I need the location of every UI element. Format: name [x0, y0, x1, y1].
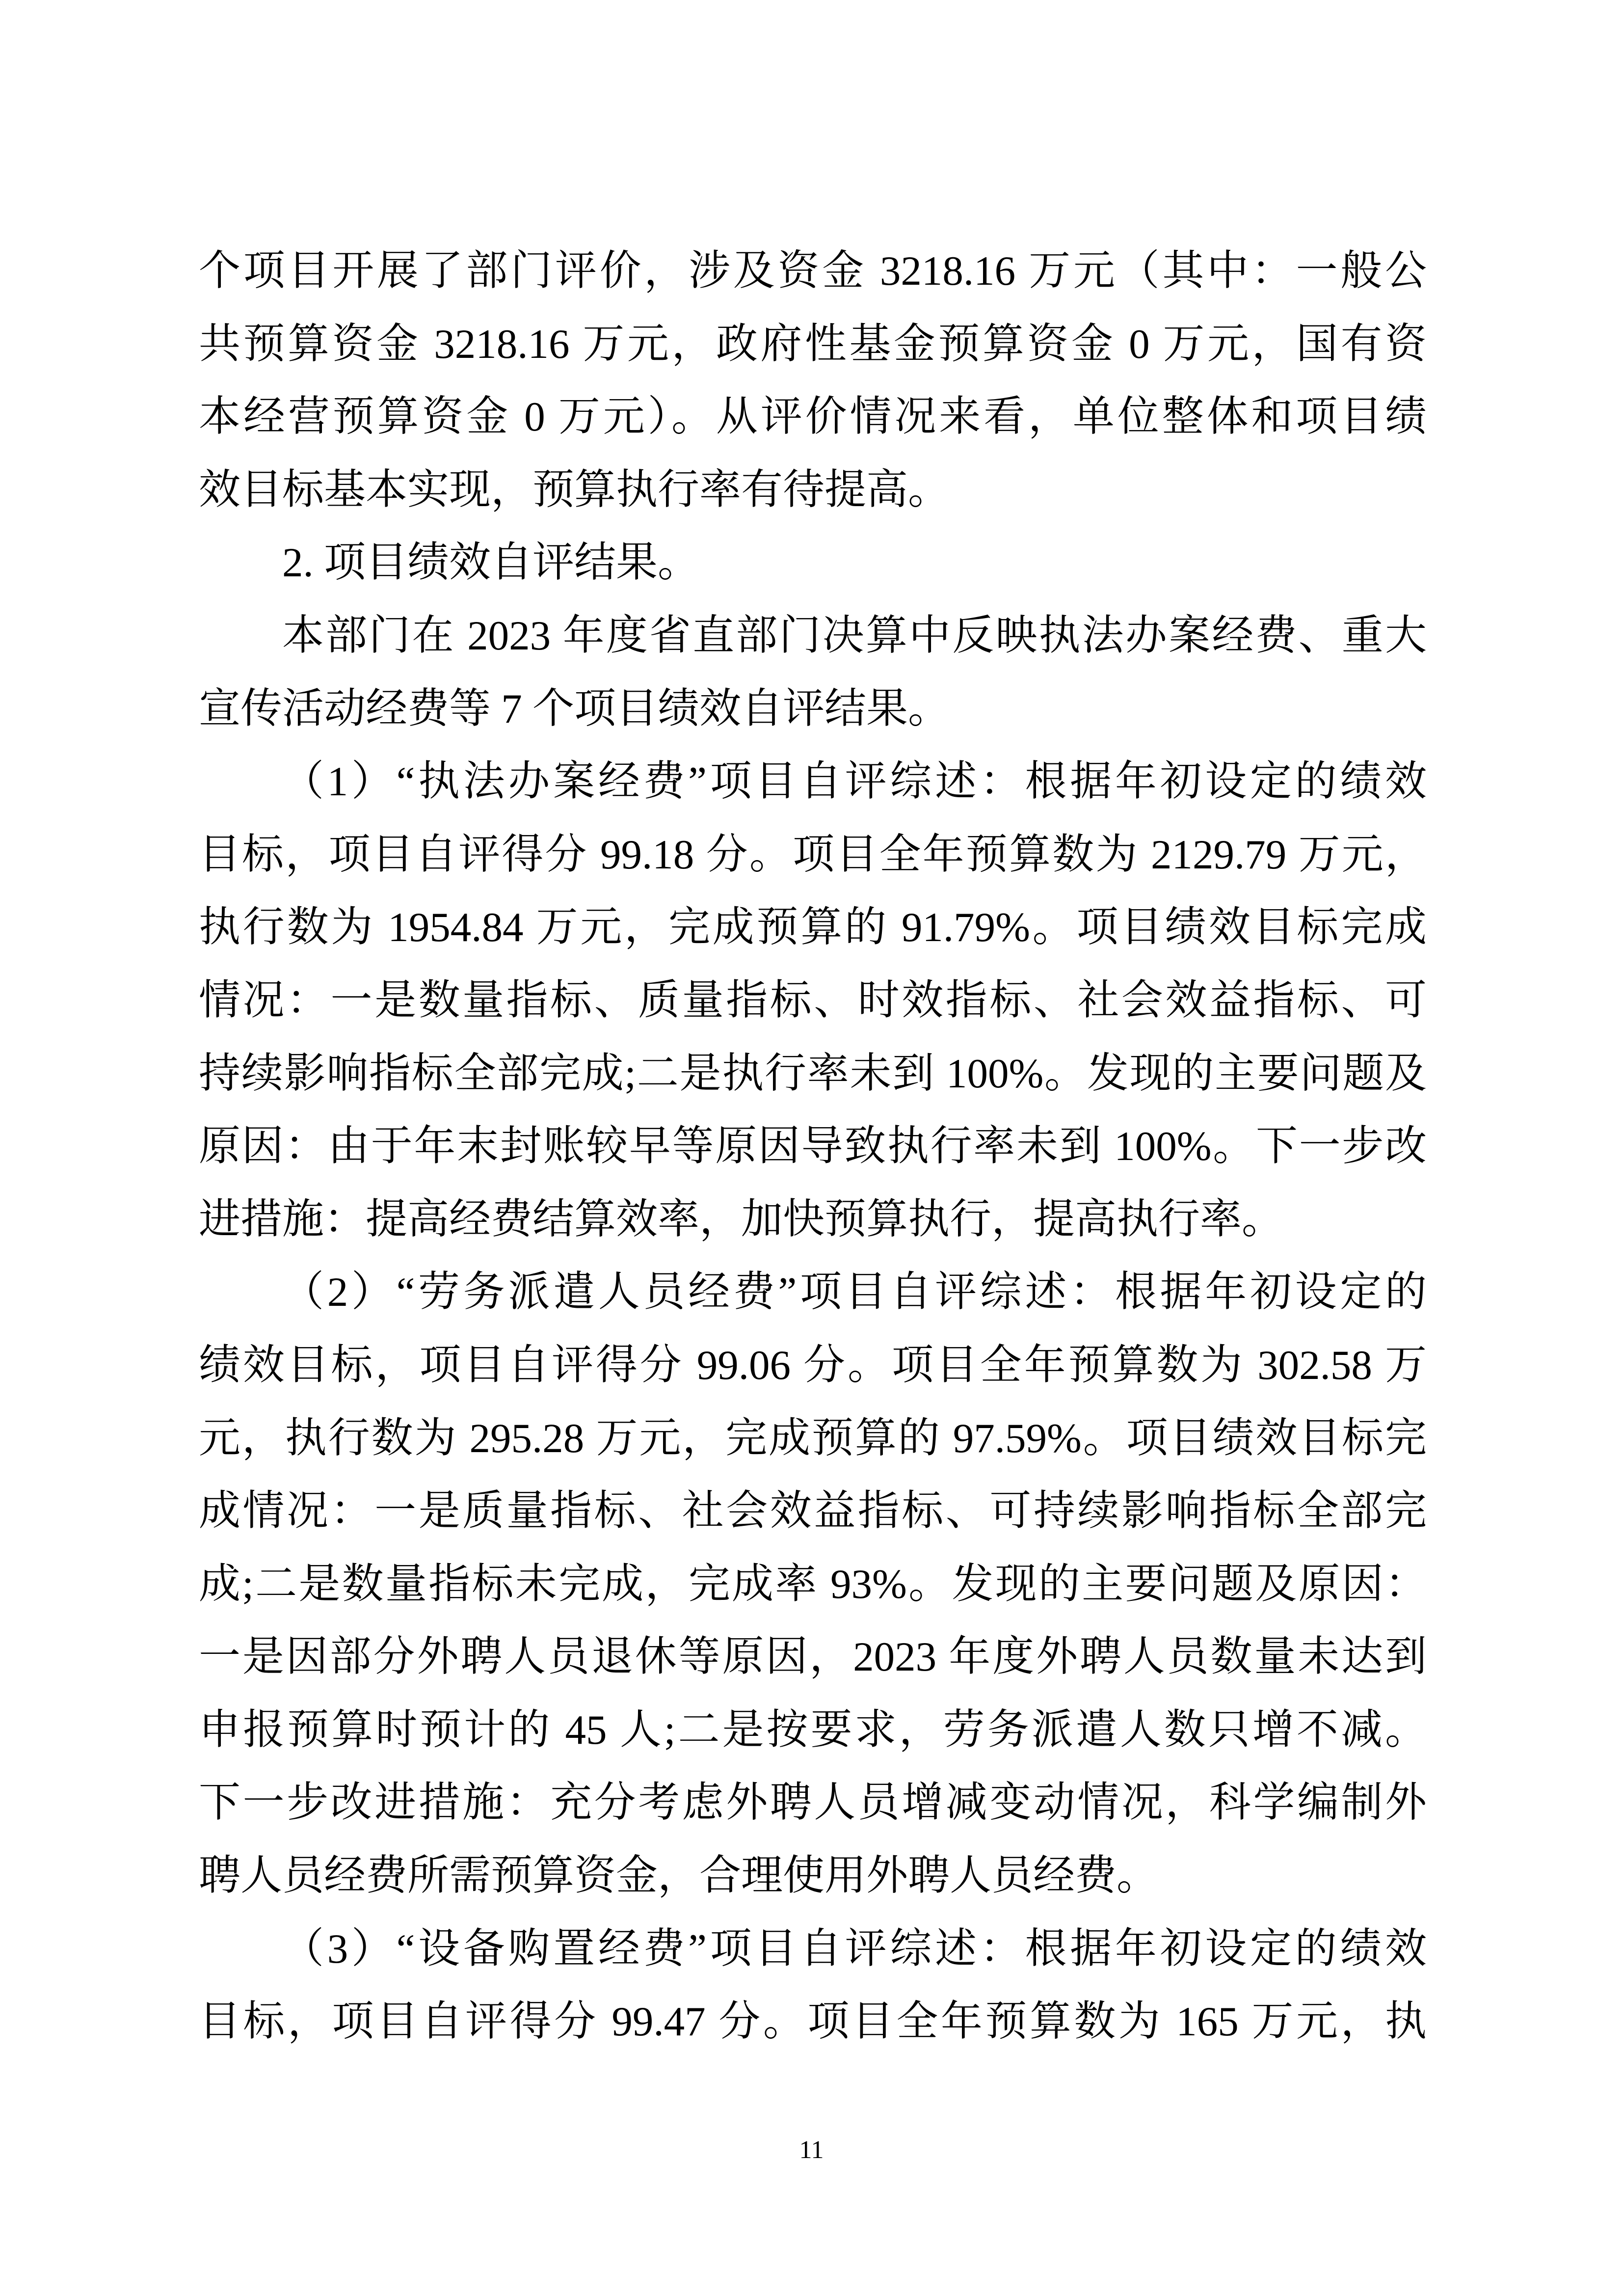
- text-line: 本经营预算资金 0 万元）。从评价情况来看，单位整体和项目绩: [199, 394, 1427, 440]
- text-line: 情况：一是数量指标、质量指标、时效指标、社会效益指标、可: [199, 977, 1427, 1024]
- text-line: 宣传活动经费等 7 个项目绩效自评结果。: [199, 685, 950, 732]
- text-line: 进措施：提高经费结算效率，加快预算执行，提高执行率。: [199, 1196, 1284, 1243]
- text-line: 执行数为 1954.84 万元，完成预算的 91.79%。项目绩效目标完成: [199, 904, 1427, 951]
- text-line: 元，执行数为 295.28 万元，完成预算的 97.59%。项目绩效目标完: [199, 1415, 1427, 1461]
- text-line: 成;二是数量指标未完成，完成率 93%。发现的主要问题及原因：: [199, 1561, 1427, 1607]
- text-line: 申报预算时预计的 45 人;二是按要求，劳务派遣人数只增不减。: [199, 1706, 1427, 1753]
- text-line: 下一步改进措施：充分考虑外聘人员增减变动情况，科学编制外: [199, 1780, 1427, 1826]
- text-line: 共预算资金 3218.16 万元，政府性基金预算资金 0 万元，国有资: [199, 321, 1427, 367]
- text-line: （3）“设备购置经费”项目自评综述：根据年初设定的绩效: [282, 1925, 1427, 1972]
- text-line: （2）“劳务派遣人员经费”项目自评综述：根据年初设定的: [282, 1269, 1427, 1316]
- text-line: 聘人员经费所需预算资金，合理使用外聘人员经费。: [199, 1853, 1159, 1899]
- text-line: 本部门在 2023 年度省直部门决算中反映执法办案经费、重大: [282, 612, 1427, 659]
- text-line: 原因：由于年末封账较早等原因导致执行率未到 100%。下一步改: [199, 1123, 1427, 1170]
- text-line: 目标，项目自评得分 99.18 分。项目全年预算数为 2129.79 万元，: [199, 831, 1427, 878]
- text-block: [199, 235, 1427, 2058]
- page-number: 11: [799, 2136, 824, 2164]
- text-line: （1）“执法办案经费”项目自评综述：根据年初设定的绩效: [282, 758, 1427, 805]
- text-line: 个项目开展了部门评价，涉及资金 3218.16 万元（其中：一般公: [199, 248, 1427, 294]
- text-line: 目标，项目自评得分 99.47 分。项目全年预算数为 165 万元，执: [199, 1999, 1427, 2045]
- text-line: 绩效目标，项目自评得分 99.06 分。项目全年预算数为 302.58 万: [199, 1342, 1427, 1388]
- text-line: 持续影响指标全部完成;二是执行率未到 100%。发现的主要问题及: [199, 1050, 1427, 1097]
- text-line: 一是因部分外聘人员退休等原因，2023 年度外聘人员数量未达到: [199, 1634, 1427, 1680]
- text-line: 效目标基本实现，预算执行率有待提高。: [199, 466, 950, 513]
- text-line: 成情况：一是质量指标、社会效益指标、可持续影响指标全部完: [199, 1488, 1427, 1535]
- text-line: 2. 项目绩效自评结果。: [282, 540, 700, 586]
